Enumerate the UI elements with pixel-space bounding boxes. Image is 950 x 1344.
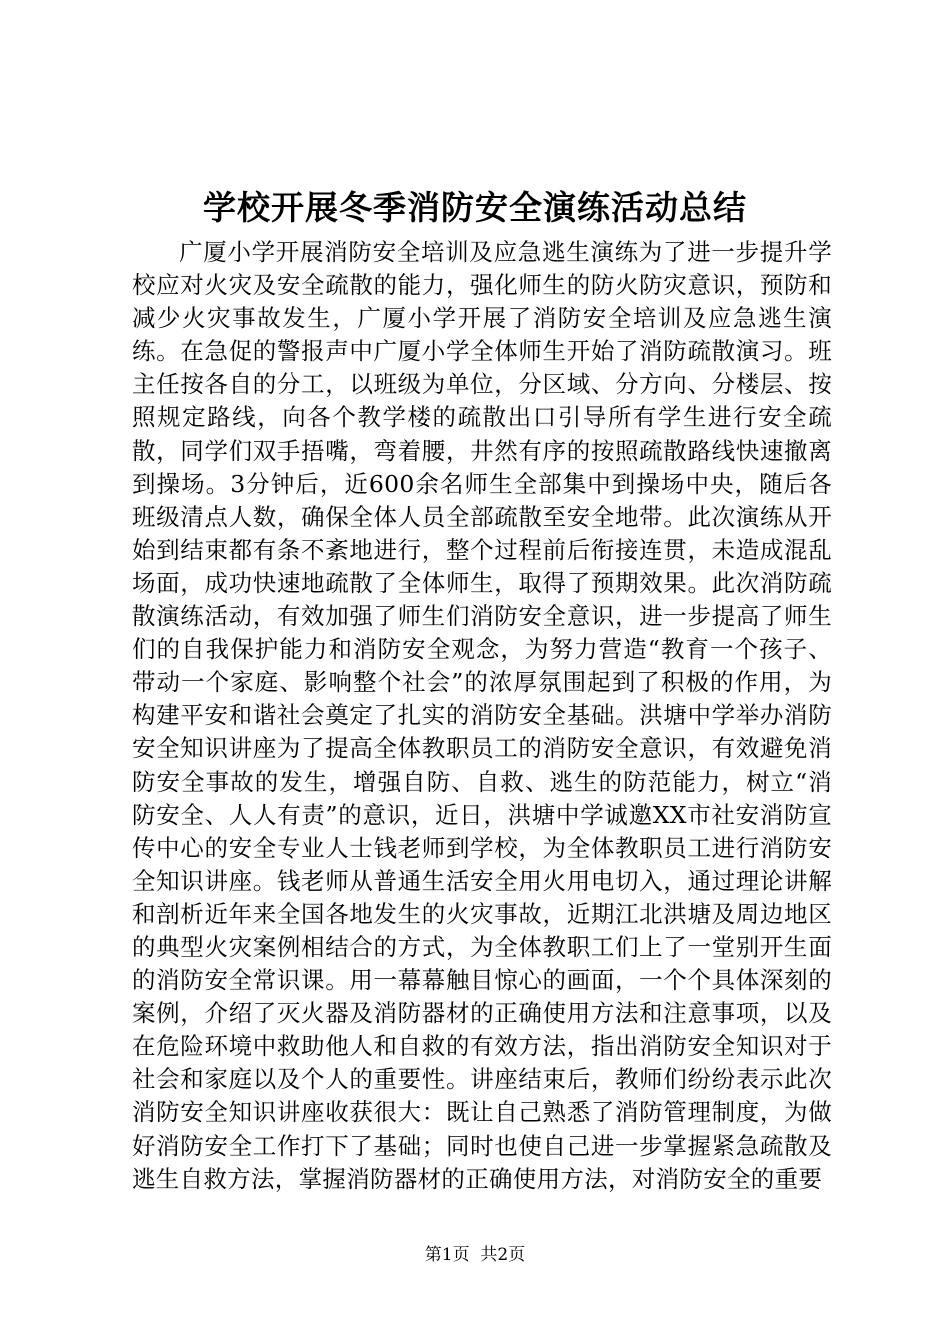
page-footer xyxy=(0,1243,950,1267)
page-number: 第1页 xyxy=(424,1245,470,1265)
document-title: 学校开展冬季消防安全演练活动总结 xyxy=(203,188,747,227)
document-body: 广厦小学开展消防安全培训及应急逃生演练为了进一步提升学校应对火灾及安全疏散的能力，强化师生的防火防灾意识，预防和减少火灾事故发生，广厦小学开展了消防安全培训及应急逃生演练。在急促的警报声中广厦小学全体师生开始了消防疏散演习。班主任按各自的分工，以班级为单位，分区域、分方向、分楼层、按照规定路线，向各个教学楼的疏散出口引导所有学生进行安全疏散，同学们双手捂嘴，弯着腰，井然有序的按照疏散路线快速撤离到操场。3分钟后，近600余名师生全部集中到操场中央，随后各班级清点人数，确保全体人员全部疏散至安全地带。此次演练从开始到结束都有条不紊地进行，整个过程前后衔接连贯，未造成混乱场面，成功快速地疏散了全体师生，取得了预期效果。此次消防疏散演练活动，有效加强了师生们消防安全意识，进一步提高了师生们的自我保护能力和消防安全观念，为努力营造“教育一个孩子、带动一个家庭、影响整个社会”的浓厚氛围起到了积极的作用，为构建平安和谐社会奠定了扎实的消防安全基础。洪塘中学举办消防安全知识讲座为了提高全体教职员工的消防安全意识，有效避免消防安全事故的发生，增强自防、自救、逃生的防范能力，树立“消防安全、人人有责”的意识，近日，洪塘中学诚邀XX市社安消防宣传中心的安全专业人士钱老师到学校，为全体教职员工进行消防安全知识讲座。钱老师从普通生活安全用火用电切入，通过理论讲解和剖析近年来全国各地发生的火灾事故，近期江北洪塘及周边地区的典型火灾案例相结合的方式，为全体教职工们上了一堂别开生面的消防安全常识课。用一幕幕触目惊心的画面，一个个具体深刻的案例，介绍了灭火器及消防器材的正确使用方法和注意事项，以及在危险环境中救助他人和自救的有效方法，指出消防安全知识对于社会和家庭以及个人的重要性。讲座结束后，教师们纷纷表示此次消防安全知识讲座收获很大：既让自己熟悉了消防管理制度，为做好消防安全工作打下了基础；同时也使自己进一步掌握紧急疏散及逃生自救方法，掌握消防器材的正确使用方法，对消防安全的重要 xyxy=(132,238,832,1193)
footer-separator xyxy=(470,1245,481,1265)
page-total: 共2页 xyxy=(480,1245,526,1265)
